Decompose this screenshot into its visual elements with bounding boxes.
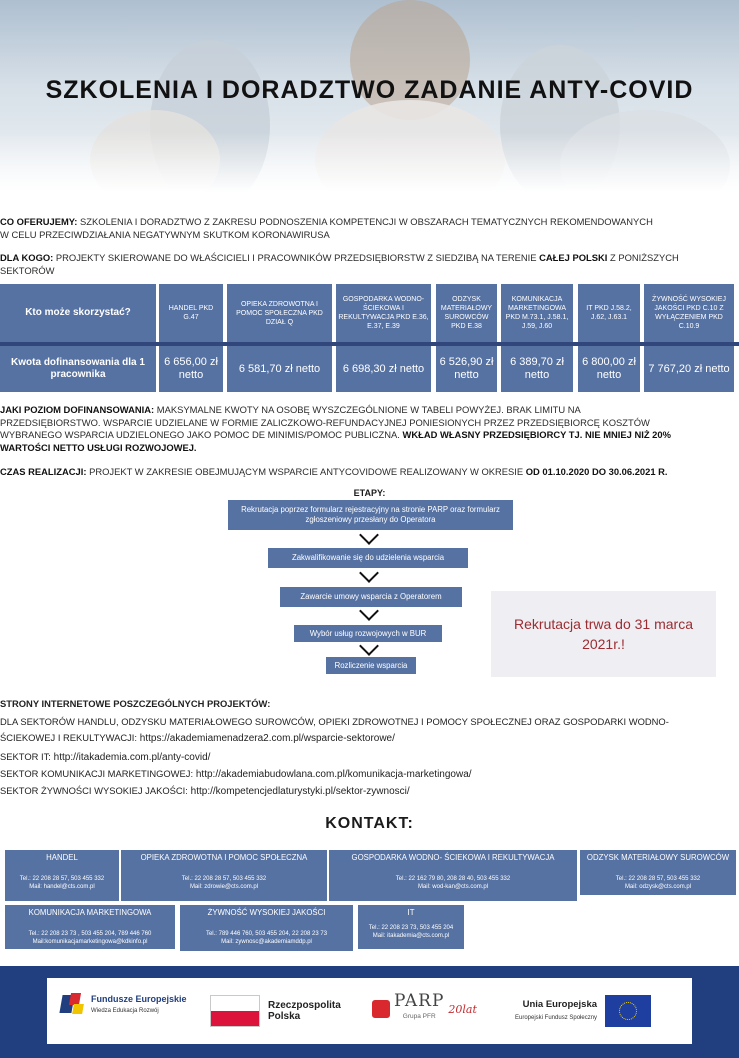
table-value-cell: 6 656,00 zł netto [159, 346, 223, 392]
table-header-cell: OPIEKA ZDROWOTNA I POMOC SPOŁECZNA PKD DZIAŁ Q [227, 284, 332, 342]
websites-line: DLA SEKTORÓW HANDLU, ODZYSKU MATERIAŁOWEGO SUROWCÓW, OPIEKI ZDROWOTNEJ I POMOCY SPOŁECZNEJ ORAZ GOSPODARKI WODNO- [0, 716, 669, 727]
websites-line: SEKTOR KOMUNIKACJI MARKETINGOWEJ: http://akademiabudowlana.com.pl/komunikacja-marketingowa/ [0, 768, 472, 780]
table-header-cell: KOMUNIKACJA MARKETINGOWA PKD M.73.1, J.58.1, J.59, J.60 [501, 284, 573, 342]
unia-europejska-logo: Unia Europejska Europejski Fundusz Społeczny [515, 995, 651, 1027]
table-value-cell: 6 581,70 zł netto [227, 346, 332, 392]
link-itakademia[interactable]: http://itakademia.com.pl/anty-covid/ [50, 752, 211, 763]
contact-box-gospodarka: GOSPODARKA WODNO- ŚCIEKOWA I REKULTYWACJA Tel.: 22 162 79 80, 208 28 40, 503 455 332 Mail: wod-kan@cts.com.pl [329, 850, 577, 901]
eu-flag-icon [605, 995, 651, 1027]
target-paragraph: DLA KOGO: PROJEKTY SKIEROWANE DO WŁAŚCICIELI I PRACOWNIKÓW PRZEDSIĘBIORSTW Z SIEDZIBĄ NA TERENIE CAŁEJ POLSKI Z PONIŻSZYCH SEKTORÓW [0, 252, 679, 276]
parp-icon [372, 1000, 390, 1018]
table-header-cell: GOSPODARKA WODNO- ŚCIEKOWA I REKULTYWACJA PKD E.36, E.37, E.39 [336, 284, 431, 342]
hero-banner [0, 0, 739, 192]
parp-logo: PARP Grupa PFR 20lat [372, 993, 477, 1025]
offer-paragraph: CO OFERUJEMY: SZKOLENIA I DORADZTWO Z ZAKRESU PODNOSZENIA KOMPETENCJI W OBSZARACH TEMATYCZNYCH REKOMENDOWANYCH W CELU PRZECIWDZIAŁANIA NEGATYWNYM SKUTKOM KORONAWIRUSA [0, 216, 653, 240]
link-akademiamenadzera[interactable]: https://akademiamenadzera2.com.pl/wsparcie-sektorowe/ [137, 733, 395, 744]
table-row-label: Kwota dofinansowania dla 1 pracownika [0, 346, 156, 392]
contact-title: KONTAKT: [325, 815, 414, 832]
page-title: SZKOLENIA I DORADZTWO ZADANIE ANTY-COVID [45, 76, 694, 104]
link-kompetencjedlaturystyki[interactable]: http://kompetencjedlaturystyki.pl/sektor-zywnosci/ [187, 786, 410, 797]
contact-box-opieka: OPIEKA ZDROWOTNA I POMOC SPOŁECZNA Tel.: 22 208 28 57, 503 455 332 Mail: zdrowie@cts.com.pl [121, 850, 327, 901]
table-header-cell: HANDEL PKD G.47 [159, 284, 223, 342]
rzeczpospolita-polska-logo: Rzeczpospolita Polska [210, 995, 348, 1027]
link-akademiabudowlana[interactable]: http://akademiabudowlana.com.pl/komunikacja-marketingowa/ [193, 769, 472, 780]
websites-line: SEKTOR IT: http://itakademia.com.pl/anty-covid/ [0, 751, 211, 763]
fundusze-europejskie-logo: Fundusze Europejskie Wiedza Edukacja Rozwój [61, 993, 187, 1017]
table-value-cell: 6 800,00 zł netto [578, 346, 640, 392]
timeline-paragraph: CZAS REALIZACJI: PROJEKT W ZAKRESIE OBEJMUJĄCYM WSPARCIE ANTYCOVIDOWE REALIZOWANY W OKRESIE OD 01.10.2020 DO 30.06.2021 R. [0, 466, 668, 477]
table-header-cell: ODZYSK MATERIAŁOWY SUROWCÓW PKD E.38 [436, 284, 497, 342]
polish-flag-icon [210, 995, 260, 1027]
table-value-cell: 7 767,20 zł netto [644, 346, 734, 392]
step-box: Zawarcie umowy wsparcia z Operatorem [280, 587, 462, 607]
table-row-label: Kto może skorzystać? [0, 284, 156, 342]
funding-paragraph: JAKI POZIOM DOFINANSOWANIA: MAKSYMALNE KWOTY NA OSOBĘ WYSZCZEGÓLNIONE W TABELI POWYŻEJ. BRAK LIMITU NA PRZEDSIĘBIORSTWO. WSPARCIE UDZIELANE W FORMIE ZALICZKOWO-REFUNDACYJNEJ PONIESIONYCH PRZEZ PRZEDSIĘBIORCĘ KOSZTÓW WYBRANEGO WSPARCIA UDZIELONEGO JAKO POMOC DE MINIMIS/POMOC PUBLICZNA. WKŁAD WŁASNY PRZEDSIĘBIORCY TJ. NIE MNIEJ NIŻ 20% WARTOŚCI NETTO USŁUGI ROZWOJOWEJ. [0, 404, 671, 453]
table-value-cell: 6 698,30 zł netto [336, 346, 431, 392]
step-box: Rekrutacja poprzez formularz rejestracyjny na stronie PARP oraz formularz zgłoszeniowy przesłany do Operatora [228, 500, 513, 530]
contact-box-it: IT Tel.: 22 208 23 73, 503 455 204 Mail: itakademia@cts.com.pl [358, 905, 464, 949]
step-box: Wybór usług rozwojowych w BUR [294, 625, 442, 642]
footer-logos [47, 978, 692, 1044]
contact-box-zywnosc: ŻYWNOŚĆ WYSOKIEJ JAKOŚCI Tel.: 789 446 760, 503 455 204, 22 208 23 73 Mail: zywnosc@akademiamddp.pl [180, 905, 353, 951]
contact-box-odzysk: ODZYSK MATERIAŁOWY SUROWCÓW Tel.: 22 208 28 57, 503 455 332 Mail: odzysk@cts.com.pl [580, 850, 736, 895]
fundusze-europejskie-icon [61, 993, 85, 1017]
table-header-cell: ŻYWNOŚĆ WYSOKIEJ JAKOŚCI PKD C.10 Z WYŁĄCZENIEM PKD C.10.9 [644, 284, 734, 342]
table-value-cell: 6 389,70 zł netto [501, 346, 573, 392]
websites-line: SEKTOR ŻYWNOŚCI WYSOKIEJ JAKOŚCI: http://kompetencjedlaturystyki.pl/sektor-zywnosci/ [0, 785, 410, 797]
table-value-cell: 6 526,90 zł netto [436, 346, 497, 392]
contact-box-handel: HANDEL Tel.: 22 208 28 57, 503 455 332 Mail: handel@cts.com.pl [5, 850, 119, 901]
steps-title: ETAPY: [353, 488, 386, 498]
contact-box-komunikacja: KOMUNIKACJA MARKETINGOWA Tel.: 22 208 23 73 , 503 455 204, 789 446 760 Mail:komunikacjamarketingowa@kdkinfo.pl [5, 905, 175, 949]
recruitment-note: Rekrutacja trwa do 31 marca 2021r.! [491, 591, 716, 677]
table-header-cell: IT PKD J.58.2, J.62, J.63.1 [578, 284, 640, 342]
websites-line: ŚCIEKOWEJ I REKULTYWACJI: https://akademiamenadzera2.com.pl/wsparcie-sektorowe/ [0, 732, 395, 744]
websites-title: STRONY INTERNETOWE POSZCZEGÓLNYCH PROJEKTÓW: [0, 698, 271, 709]
step-box: Rozliczenie wsparcia [326, 657, 416, 674]
step-box: Zakwalifikowanie się do udzielenia wsparcia [268, 548, 468, 568]
